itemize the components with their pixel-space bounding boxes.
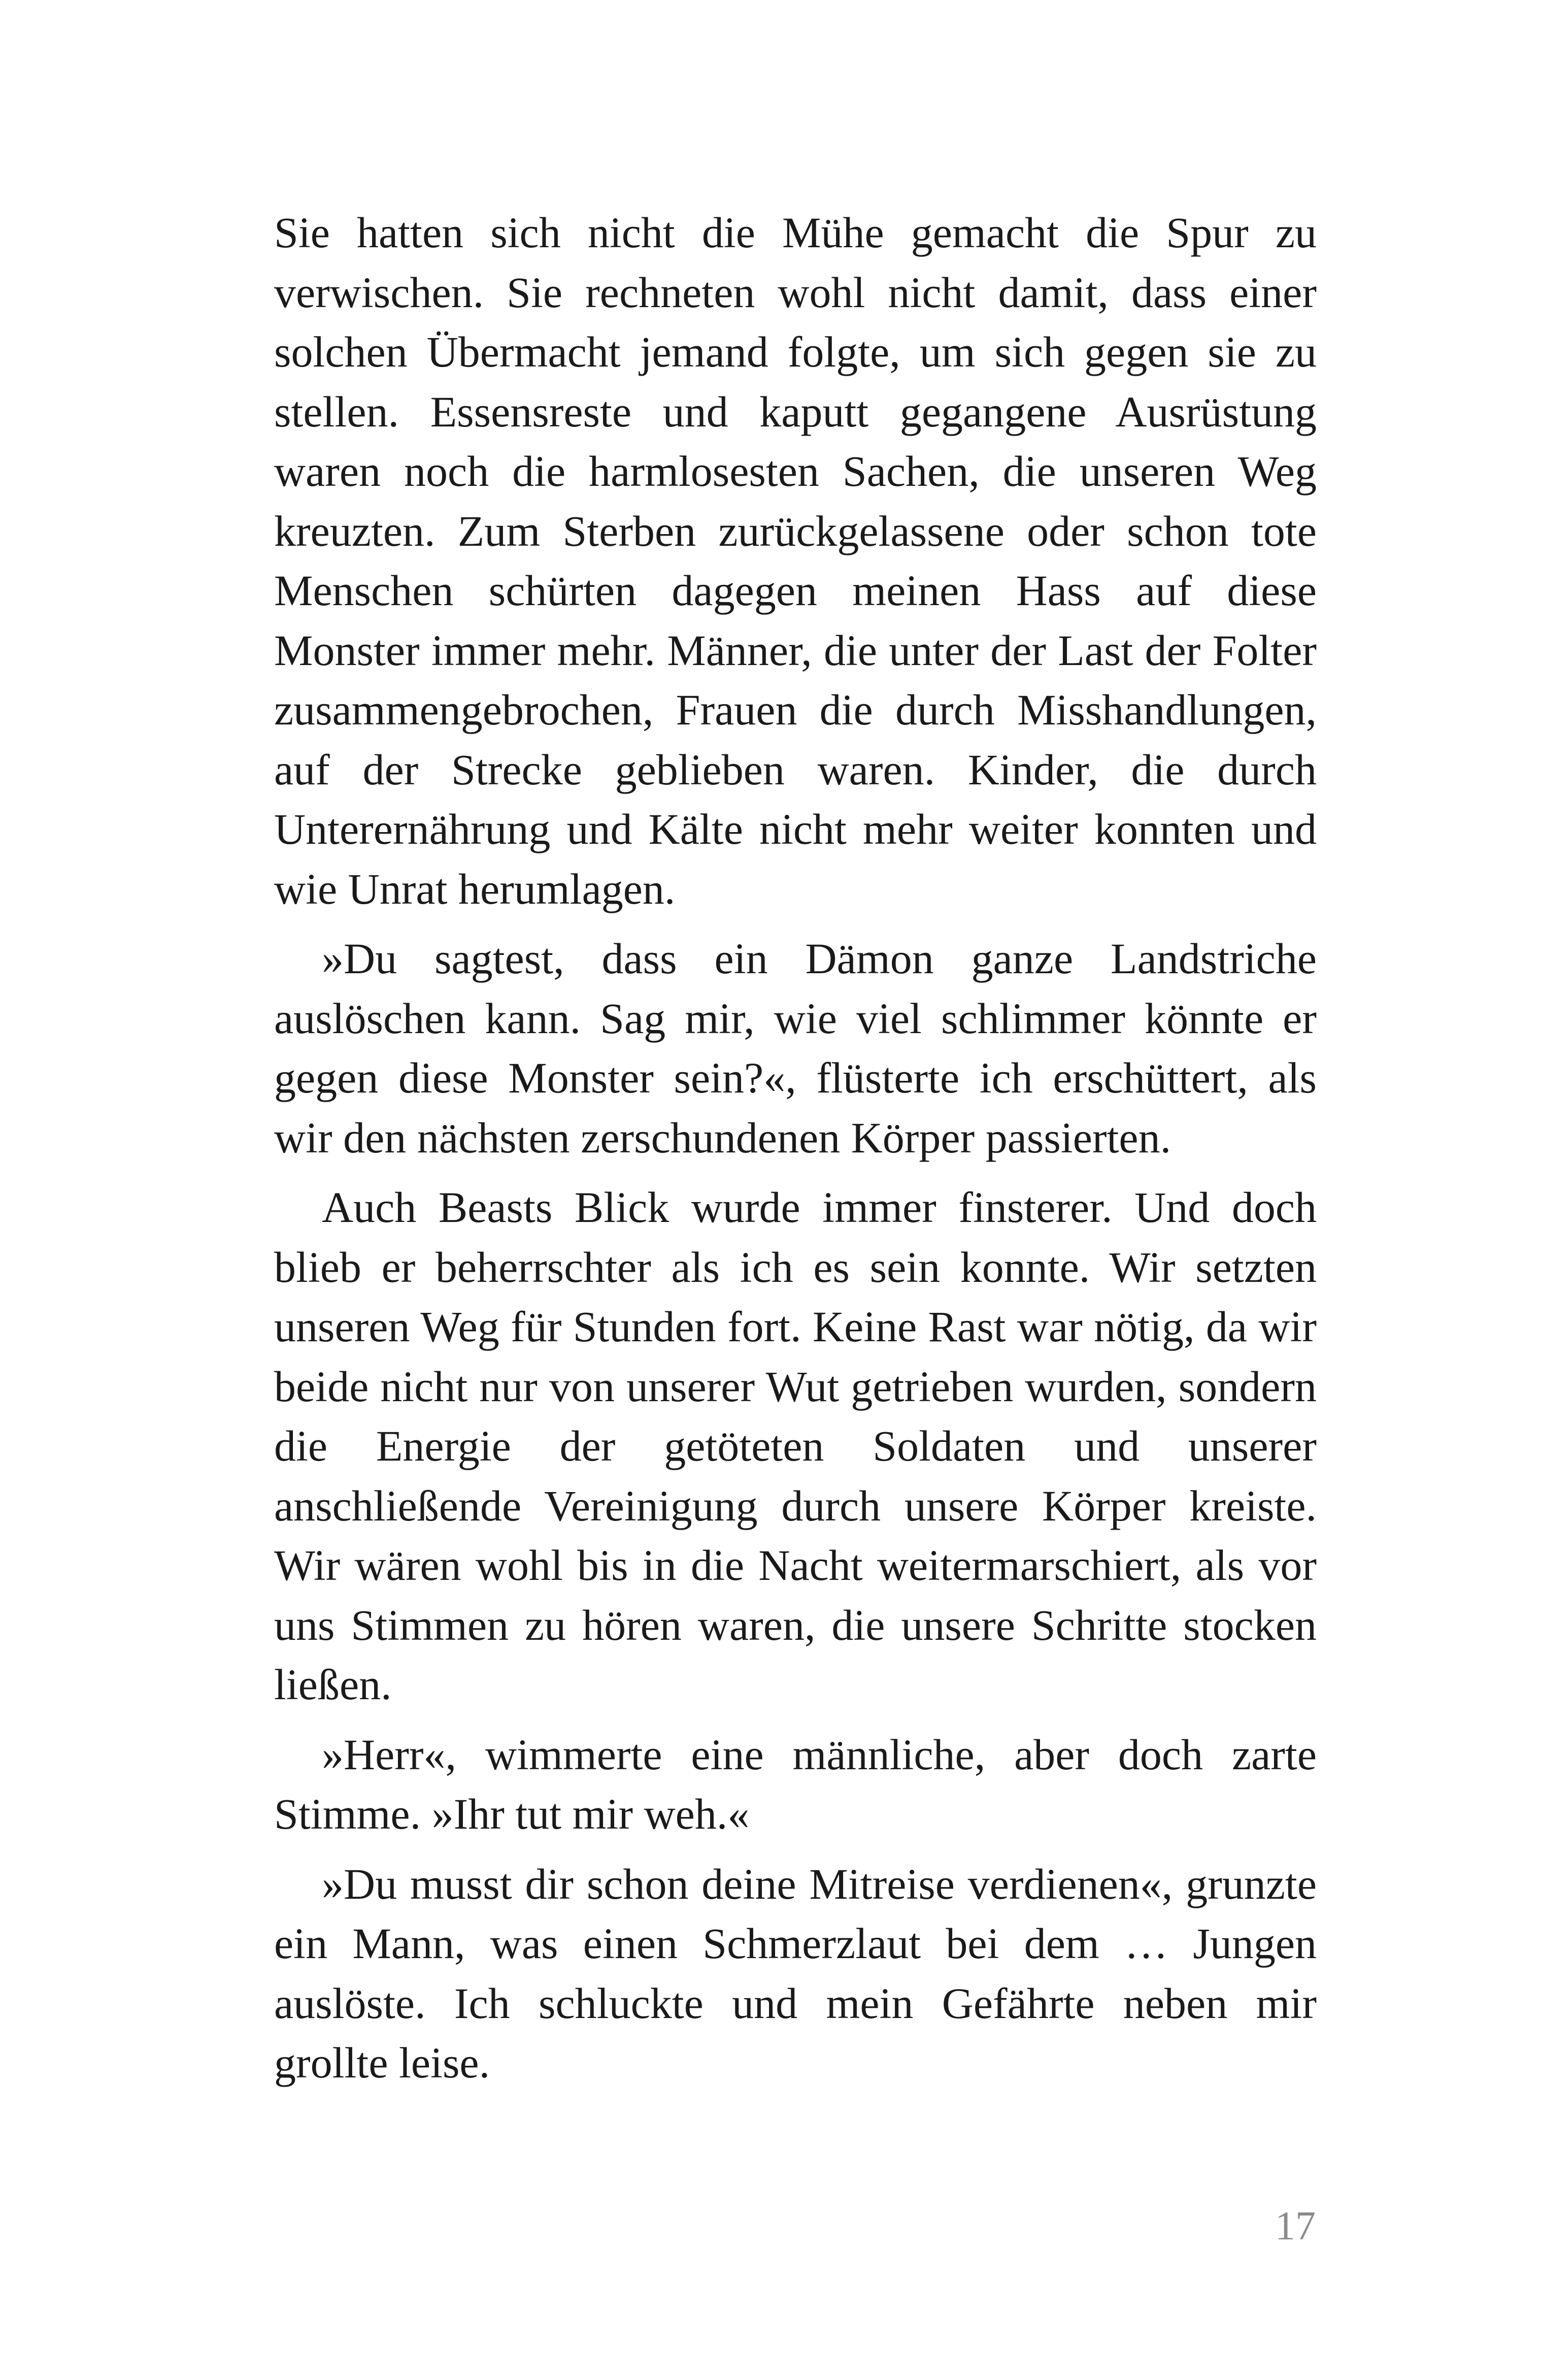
- paragraph-1: Sie hatten sich nicht die Mühe gemacht die Spur zu verwischen. Sie rechneten wohl nicht damit, dass einer solchen Übermacht jemand folgte, um sich gegen sie zu stellen. Essensreste und kaputt gegangene Ausrüstung waren noch die harmlosesten Sachen, die unseren Weg kreuzten. Zum Sterben zurückgelassene oder schon tote Menschen schürten dagegen meinen Hass auf diese Monster immer mehr. Männer, die unter der Last der Folter zusammengebrochen, Frauen die durch Misshandlungen, auf der Strecke geblieben waren. Kinder, die durch Unterernährung und Kälte nicht mehr weiter konnten und wie Unrat herumlagen.: [274, 208, 1317, 913]
- paragraph-4: »Herr«, wimmerte eine männliche, aber doch zarte Stimme. »Ihr tut mir weh.«: [274, 1730, 1317, 1838]
- paragraph-2: »Du sagtest, dass ein Dämon ganze Landstriche auslöschen kann. Sag mir, wie viel schlimmer könnte er gegen diese Monster sein?«, flüsterte ich erschüttert, als wir den nächsten zerschundenen Körper passierten.: [274, 934, 1317, 1162]
- body-text: [274, 203, 1317, 2103]
- paragraph-5: »Du musst dir schon deine Mitreise verdienen«, grunzte ein Mann, was einen Schmerzlaut bei dem … Jungen auslöste. Ich schluckte und mein Gefährte neben mir grollte leise.: [274, 1859, 1317, 2087]
- paragraph-3: Auch Beasts Blick wurde immer finsterer. Und doch blieb er beherrschter als ich es sein konnte. Wir setzten unseren Weg für Stunden fort. Keine Rast war nötig, da wir beide nicht nur von unserer Wut getrieben wurden, sondern die Energie der getöteten Soldaten und unserer anschließende Vereinigung durch unsere Körper kreiste. Wir wären wohl bis in die Nacht weitermarschiert, als vor uns Stimmen zu hören waren, die unsere Schritte stocken ließen.: [274, 1183, 1317, 1709]
- page-number: 17: [1275, 2204, 1316, 2249]
